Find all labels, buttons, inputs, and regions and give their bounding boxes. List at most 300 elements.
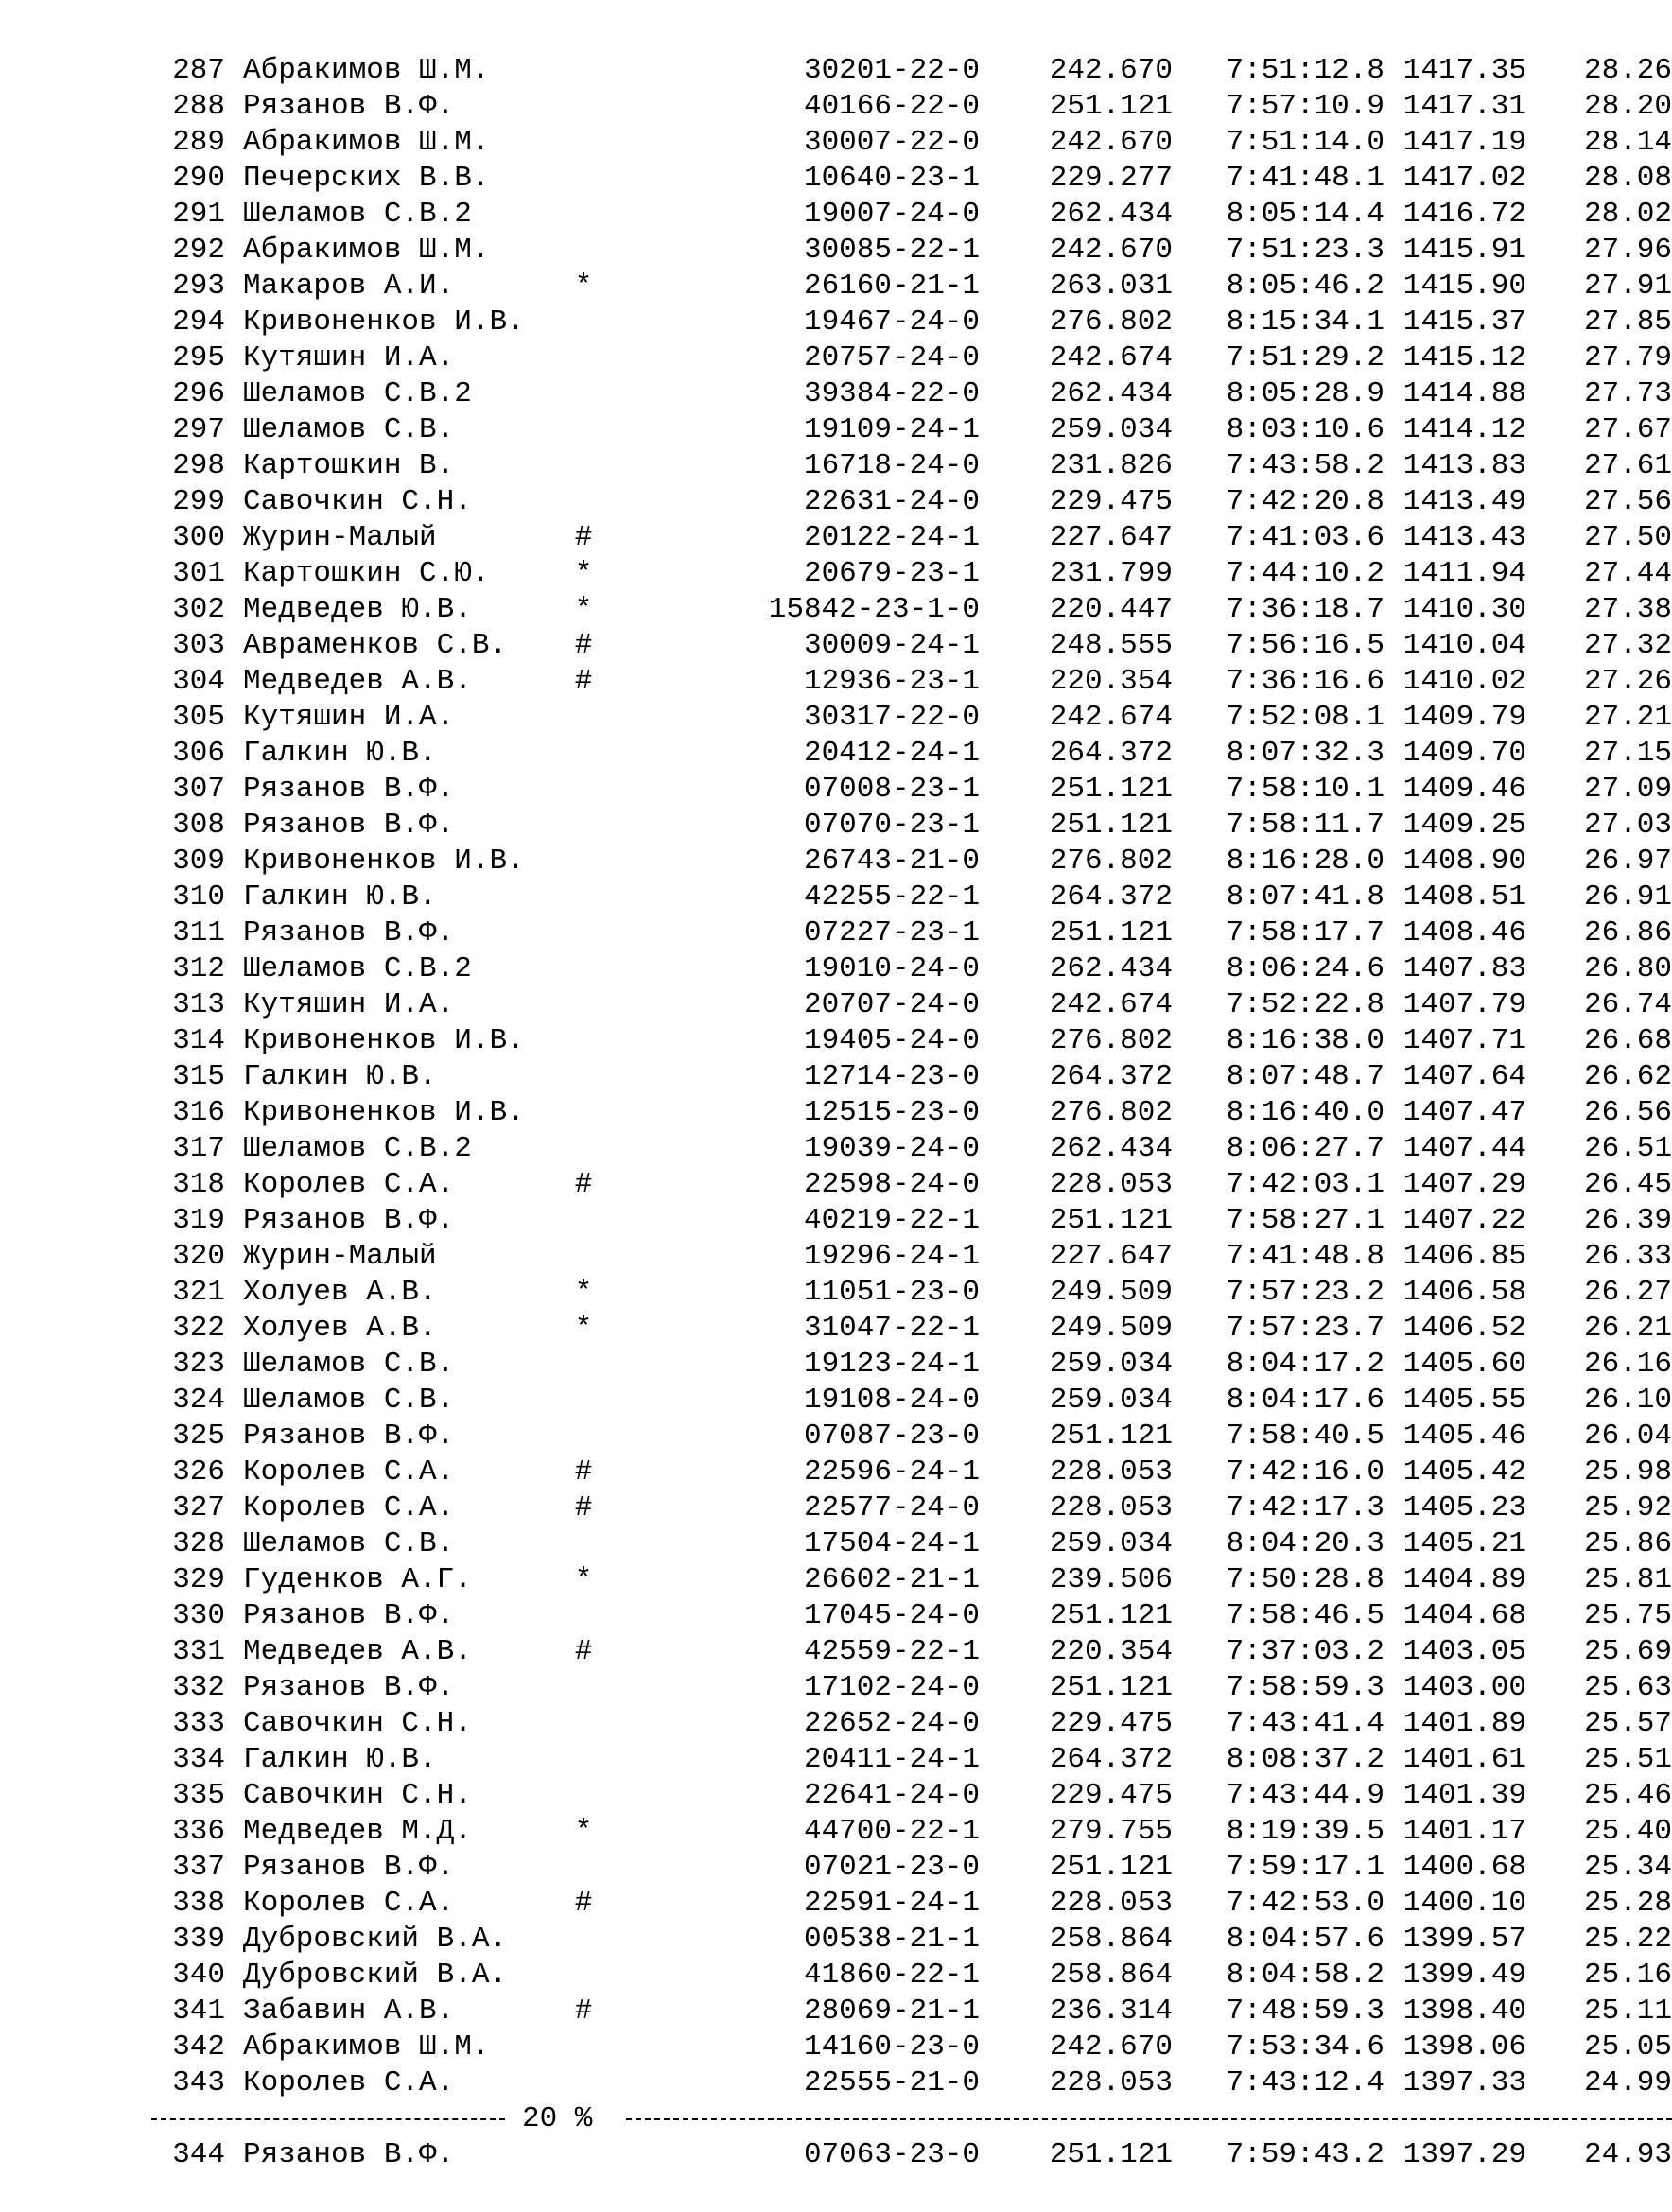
result-fancier-name: Кутяшин И.А. [243,988,455,1021]
result-fancier-name: Рязанов В.Ф. [243,809,455,842]
result-fancier-name: Медведев А.В. [243,1635,472,1668]
result-ring-number: 22555-21-0 [803,2066,980,2099]
result-fancier-name: Савочкин С.Н. [243,1707,472,1740]
result-distance: 264.372 [1049,1060,1173,1093]
table-row [151,1095,1672,1131]
result-distance: 251.121 [1049,1420,1173,1453]
result-distance: 229.475 [1049,1779,1173,1812]
result-distance: 242.674 [1049,988,1173,1021]
result-distance: 251.121 [1049,1599,1173,1632]
result-flight-time: 7:42:03.1 [1226,1168,1385,1201]
table-row [151,2137,1672,2173]
result-points: 24.93 [1583,2138,1672,2171]
result-distance: 229.475 [1049,1707,1173,1740]
result-fancier-name: Абракимов Ш.М. [243,54,490,87]
result-fancier-name: Галкин Ю.В. [243,737,437,770]
result-distance: 228.053 [1049,1887,1173,1920]
result-speed: 1399.57 [1402,1923,1526,1956]
result-speed: 1404.68 [1402,1599,1526,1632]
table-row [151,1814,1672,1850]
result-fancier-name: Абракимов Ш.М. [243,126,490,159]
result-place: 333 [172,1707,225,1740]
result-mark: * [574,1276,593,1309]
result-points: 27.79 [1583,341,1672,374]
result-flight-time: 7:42:17.3 [1226,1491,1385,1524]
result-place: 336 [172,1815,225,1848]
result-place: 295 [172,341,225,374]
result-fancier-name: Рязанов В.Ф. [243,1671,455,1704]
result-flight-time: 8:08:37.2 [1226,1743,1385,1776]
result-fancier-name: Савочкин С.Н. [243,485,472,518]
result-speed: 1417.31 [1402,90,1526,123]
result-speed: 1401.89 [1402,1707,1526,1740]
result-fancier-name: Холуев А.В. [243,1276,437,1309]
result-speed: 1413.43 [1402,521,1526,554]
result-speed: 1417.19 [1402,126,1526,159]
result-distance: 242.670 [1049,54,1173,87]
result-flight-time: 8:07:32.3 [1226,737,1385,770]
result-speed: 1409.70 [1402,737,1526,770]
result-fancier-name: Журин-Малый [243,521,437,554]
result-speed: 1404.89 [1402,1563,1526,1596]
result-ring-number: 30317-22-0 [803,701,980,734]
result-fancier-name: Кривоненков И.В. [243,305,525,339]
result-fancier-name: Шеламов С.В.2 [243,1132,472,1165]
table-row [151,808,1672,844]
result-speed: 1408.90 [1402,845,1526,878]
result-speed: 1411.94 [1402,557,1526,590]
result-ring-number: 17504-24-1 [803,1527,980,1560]
result-place: 300 [172,521,225,554]
result-flight-time: 8:04:17.6 [1226,1384,1385,1417]
result-flight-time: 8:04:20.3 [1226,1527,1385,1560]
result-distance: 242.670 [1049,234,1173,267]
result-fancier-name: Медведев М.Д. [243,1815,472,1848]
result-ring-number: 30085-22-1 [803,234,980,267]
result-ring-number: 19123-24-1 [803,1348,980,1381]
result-points: 28.14 [1583,126,1672,159]
table-row [151,89,1672,125]
table-row [151,1742,1672,1778]
result-points: 26.62 [1583,1060,1672,1093]
result-flight-time: 7:42:16.0 [1226,1455,1385,1489]
result-points: 28.02 [1583,198,1672,231]
result-flight-time: 7:58:11.7 [1226,809,1385,842]
result-flight-time: 8:19:39.5 [1226,1815,1385,1848]
result-points: 26.91 [1583,880,1672,914]
table-row [151,448,1672,484]
result-ring-number: 20412-24-1 [803,737,980,770]
result-flight-time: 7:41:03.6 [1226,521,1385,554]
result-points: 27.21 [1583,701,1672,734]
result-place: 308 [172,809,225,842]
table-row [151,1670,1672,1706]
result-ring-number: 19405-24-0 [803,1024,980,1057]
result-place: 301 [172,557,225,590]
result-distance: 276.802 [1049,845,1173,878]
table-row [151,987,1672,1023]
result-speed: 1405.55 [1402,1384,1526,1417]
result-speed: 1414.12 [1402,413,1526,446]
table-row [151,1383,1672,1419]
table-row [151,2029,1672,2065]
table-row [151,520,1672,556]
result-flight-time: 8:04:17.2 [1226,1348,1385,1381]
result-distance: 228.053 [1049,1168,1173,1201]
table-row [151,700,1672,736]
result-flight-time: 8:16:40.0 [1226,1096,1385,1129]
result-distance: 228.053 [1049,2066,1173,2099]
result-points: 26.80 [1583,952,1672,985]
result-fancier-name: Шеламов С.В.2 [243,377,472,410]
result-distance: 249.509 [1049,1276,1173,1309]
result-speed: 1417.35 [1402,54,1526,87]
result-flight-time: 7:52:22.8 [1226,988,1385,1021]
result-place: 289 [172,126,225,159]
result-place: 317 [172,1132,225,1165]
result-distance: 276.802 [1049,1096,1173,1129]
result-points: 27.09 [1583,773,1672,806]
result-flight-time: 7:59:43.2 [1226,2138,1385,2171]
result-points: 25.69 [1583,1635,1672,1668]
result-speed: 1406.85 [1402,1240,1526,1273]
result-place: 343 [172,2066,225,2099]
result-speed: 1403.05 [1402,1635,1526,1668]
result-flight-time: 7:43:12.4 [1226,2066,1385,2099]
result-fancier-name: Шеламов С.В. [243,1348,455,1381]
result-speed: 1415.90 [1402,270,1526,303]
result-distance: 258.864 [1049,1923,1173,1956]
result-ring-number: 07063-23-0 [803,2138,980,2171]
result-place: 316 [172,1096,225,1129]
result-points: 27.61 [1583,449,1672,482]
result-place: 319 [172,1204,225,1237]
result-ring-number: 20757-24-0 [803,341,980,374]
result-points: 27.85 [1583,305,1672,339]
result-ring-number: 19296-24-1 [803,1240,980,1273]
result-ring-number: 12515-23-0 [803,1096,980,1129]
result-flight-time: 7:58:17.7 [1226,916,1385,949]
percentile-divider [151,2101,1532,2137]
result-points: 27.15 [1583,737,1672,770]
result-distance: 227.647 [1049,1240,1173,1273]
result-distance: 229.277 [1049,162,1173,195]
results-rows-bottom [151,2137,1672,2173]
result-place: 311 [172,916,225,949]
result-speed: 1407.22 [1402,1204,1526,1237]
result-ring-number: 11051-23-0 [803,1276,980,1309]
result-ring-number: 30201-22-0 [803,54,980,87]
result-ring-number: 44700-22-1 [803,1815,980,1848]
result-place: 306 [172,737,225,770]
result-mark: # [574,1994,593,2028]
result-place: 310 [172,880,225,914]
result-distance: 264.372 [1049,737,1173,770]
result-ring-number: 14160-23-0 [803,2030,980,2064]
result-place: 323 [172,1348,225,1381]
result-speed: 1416.72 [1402,198,1526,231]
table-row [151,1454,1672,1490]
result-speed: 1413.83 [1402,449,1526,482]
table-row [151,1706,1672,1742]
result-ring-number: 19007-24-0 [803,198,980,231]
result-distance: 239.506 [1049,1563,1173,1596]
table-row [151,305,1672,340]
result-distance: 259.034 [1049,1348,1173,1381]
result-points: 27.73 [1583,377,1672,410]
table-row [151,340,1672,376]
result-place: 325 [172,1420,225,1453]
result-fancier-name: Холуев А.В. [243,1312,437,1345]
result-place: 314 [172,1024,225,1057]
result-points: 27.50 [1583,521,1672,554]
result-flight-time: 7:58:40.5 [1226,1420,1385,1453]
result-fancier-name: Королев С.А. [243,1491,455,1524]
result-distance: 251.121 [1049,773,1173,806]
result-distance: 251.121 [1049,90,1173,123]
result-fancier-name: Рязанов В.Ф. [243,1420,455,1453]
divider-label: 20 % [522,2102,593,2135]
result-flight-time: 8:06:27.7 [1226,1132,1385,1165]
result-place: 291 [172,198,225,231]
result-points: 27.26 [1583,665,1672,698]
result-place: 334 [172,1743,225,1776]
result-fancier-name: Журин-Малый [243,1240,437,1273]
result-distance: 258.864 [1049,1959,1173,1992]
result-place: 331 [172,1635,225,1668]
table-row [151,951,1672,987]
result-ring-number: 07008-23-1 [803,773,980,806]
result-flight-time: 7:50:28.8 [1226,1563,1385,1596]
result-ring-number: 22641-24-0 [803,1779,980,1812]
result-flight-time: 8:04:58.2 [1226,1959,1385,1992]
table-row [151,556,1672,592]
table-row [151,197,1672,233]
result-ring-number: 40219-22-1 [803,1204,980,1237]
result-points: 25.57 [1583,1707,1672,1740]
result-flight-time: 7:41:48.1 [1226,162,1385,195]
result-fancier-name: Шеламов С.В.2 [243,952,472,985]
table-row [151,1850,1672,1886]
result-distance: 251.121 [1049,2138,1173,2171]
result-points: 25.28 [1583,1887,1672,1920]
result-ring-number: 22652-24-0 [803,1707,980,1740]
result-flight-time: 8:04:57.6 [1226,1923,1385,1956]
result-distance: 242.670 [1049,2030,1173,2064]
result-speed: 1410.04 [1402,629,1526,662]
result-points: 25.81 [1583,1563,1672,1596]
result-ring-number: 17045-24-0 [803,1599,980,1632]
result-fancier-name: Макаров А.И. [243,270,455,303]
result-speed: 1407.83 [1402,952,1526,985]
result-flight-time: 8:05:14.4 [1226,198,1385,231]
table-row [151,1598,1672,1634]
result-distance: 236.314 [1049,1994,1173,2028]
result-flight-time: 7:41:48.8 [1226,1240,1385,1273]
result-place: 341 [172,1994,225,2028]
result-flight-time: 7:58:59.3 [1226,1671,1385,1704]
result-fancier-name: Королев С.А. [243,1887,455,1920]
result-distance: 251.121 [1049,809,1173,842]
result-ring-number: 16718-24-0 [803,449,980,482]
result-points: 28.26 [1583,54,1672,87]
result-points: 26.04 [1583,1420,1672,1453]
result-place: 302 [172,593,225,626]
result-mark: # [574,1887,593,1920]
result-ring-number: 17102-24-0 [803,1671,980,1704]
result-fancier-name: Галкин Ю.В. [243,1060,437,1093]
result-distance: 231.826 [1049,449,1173,482]
table-row [151,269,1672,305]
result-points: 25.05 [1583,2030,1672,2064]
result-points: 26.21 [1583,1312,1672,1345]
result-mark: * [574,1312,593,1345]
table-row [151,1490,1672,1526]
result-flight-time: 7:59:17.1 [1226,1851,1385,1884]
result-speed: 1401.61 [1402,1743,1526,1776]
result-flight-time: 8:03:10.6 [1226,413,1385,446]
result-speed: 1401.17 [1402,1815,1526,1848]
result-points: 25.92 [1583,1491,1672,1524]
result-points: 28.20 [1583,90,1672,123]
result-ring-number: 15842-23-1-0 [768,593,980,626]
result-points: 28.08 [1583,162,1672,195]
result-distance: 242.670 [1049,126,1173,159]
result-points: 26.39 [1583,1204,1672,1237]
result-points: 27.91 [1583,270,1672,303]
table-row [151,1275,1672,1311]
result-place: 305 [172,701,225,734]
result-flight-time: 8:15:34.1 [1226,305,1385,339]
result-fancier-name: Галкин Ю.В. [243,880,437,914]
result-ring-number: 07021-23-0 [803,1851,980,1884]
result-flight-time: 8:07:41.8 [1226,880,1385,914]
result-speed: 1409.25 [1402,809,1526,842]
table-row [151,1958,1672,1994]
result-points: 27.38 [1583,593,1672,626]
result-speed: 1401.39 [1402,1779,1526,1812]
table-row [151,880,1672,915]
result-distance: 262.434 [1049,377,1173,410]
result-distance: 227.647 [1049,521,1173,554]
result-place: 327 [172,1491,225,1524]
result-ring-number: 26602-21-1 [803,1563,980,1596]
result-points: 26.16 [1583,1348,1672,1381]
result-distance: 228.053 [1049,1491,1173,1524]
result-flight-time: 8:16:38.0 [1226,1024,1385,1057]
result-place: 320 [172,1240,225,1273]
result-flight-time: 7:51:29.2 [1226,341,1385,374]
result-flight-time: 7:43:58.2 [1226,449,1385,482]
result-place: 315 [172,1060,225,1093]
result-distance: 220.354 [1049,665,1173,698]
result-speed: 1409.46 [1402,773,1526,806]
result-speed: 1397.33 [1402,2066,1526,2099]
result-ring-number: 26160-21-1 [803,270,980,303]
result-fancier-name: Дубровский В.А. [243,1923,508,1956]
result-ring-number: 41860-22-1 [803,1959,980,1992]
result-place: 290 [172,162,225,195]
result-points: 24.99 [1583,2066,1672,2099]
result-distance: 259.034 [1049,1527,1173,1560]
result-fancier-name: Забавин А.В. [243,1994,455,2028]
result-ring-number: 20122-24-1 [803,521,980,554]
result-ring-number: 39384-22-0 [803,377,980,410]
result-points: 26.27 [1583,1276,1672,1309]
result-place: 304 [172,665,225,698]
result-points: 26.45 [1583,1168,1672,1201]
result-ring-number: 22631-24-0 [803,485,980,518]
result-place: 337 [172,1851,225,1884]
result-flight-time: 7:56:16.5 [1226,629,1385,662]
result-place: 292 [172,234,225,267]
result-place: 342 [172,2030,225,2064]
result-points: 25.51 [1583,1743,1672,1776]
table-row [151,1239,1672,1275]
result-distance: 259.034 [1049,413,1173,446]
result-ring-number: 28069-21-1 [803,1994,980,2028]
result-distance: 231.799 [1049,557,1173,590]
result-distance: 262.434 [1049,952,1173,985]
table-row [151,1778,1672,1814]
divider-line-left [151,2118,505,2120]
result-distance: 263.031 [1049,270,1173,303]
results-rows-top [151,53,1672,2101]
result-fancier-name: Абракимов Ш.М. [243,2030,490,2064]
result-speed: 1410.30 [1402,593,1526,626]
result-distance: 228.053 [1049,1455,1173,1489]
result-place: 329 [172,1563,225,1596]
result-ring-number: 19108-24-0 [803,1384,980,1417]
result-fancier-name: Шеламов С.В.2 [243,198,472,231]
result-place: 296 [172,377,225,410]
result-speed: 1400.68 [1402,1851,1526,1884]
result-flight-time: 7:58:10.1 [1226,773,1385,806]
result-points: 25.46 [1583,1779,1672,1812]
result-distance: 264.372 [1049,880,1173,914]
result-mark: # [574,1635,593,1668]
result-flight-time: 7:37:03.2 [1226,1635,1385,1668]
result-speed: 1407.29 [1402,1168,1526,1201]
result-place: 297 [172,413,225,446]
result-ring-number: 30007-22-0 [803,126,980,159]
result-flight-time: 7:36:18.7 [1226,593,1385,626]
table-row [151,161,1672,197]
result-flight-time: 8:16:28.0 [1226,845,1385,878]
result-flight-time: 7:58:27.1 [1226,1204,1385,1237]
result-ring-number: 10640-23-1 [803,162,980,195]
result-mark: # [574,629,593,662]
result-fancier-name: Печерских В.В. [243,162,490,195]
result-distance: 249.509 [1049,1312,1173,1345]
table-row [151,915,1672,951]
result-fancier-name: Королев С.А. [243,2066,455,2099]
result-flight-time: 7:44:10.2 [1226,557,1385,590]
result-flight-time: 7:52:08.1 [1226,701,1385,734]
result-points: 25.63 [1583,1671,1672,1704]
result-fancier-name: Галкин Ю.В. [243,1743,437,1776]
result-place: 328 [172,1527,225,1560]
result-mark: # [574,665,593,698]
result-distance: 251.121 [1049,1671,1173,1704]
result-fancier-name: Рязанов В.Ф. [243,773,455,806]
result-speed: 1413.49 [1402,485,1526,518]
result-fancier-name: Кутяшин И.А. [243,701,455,734]
result-fancier-name: Кривоненков И.В. [243,845,525,878]
result-place: 340 [172,1959,225,1992]
result-flight-time: 7:43:44.9 [1226,1779,1385,1812]
result-ring-number: 31047-22-1 [803,1312,980,1345]
